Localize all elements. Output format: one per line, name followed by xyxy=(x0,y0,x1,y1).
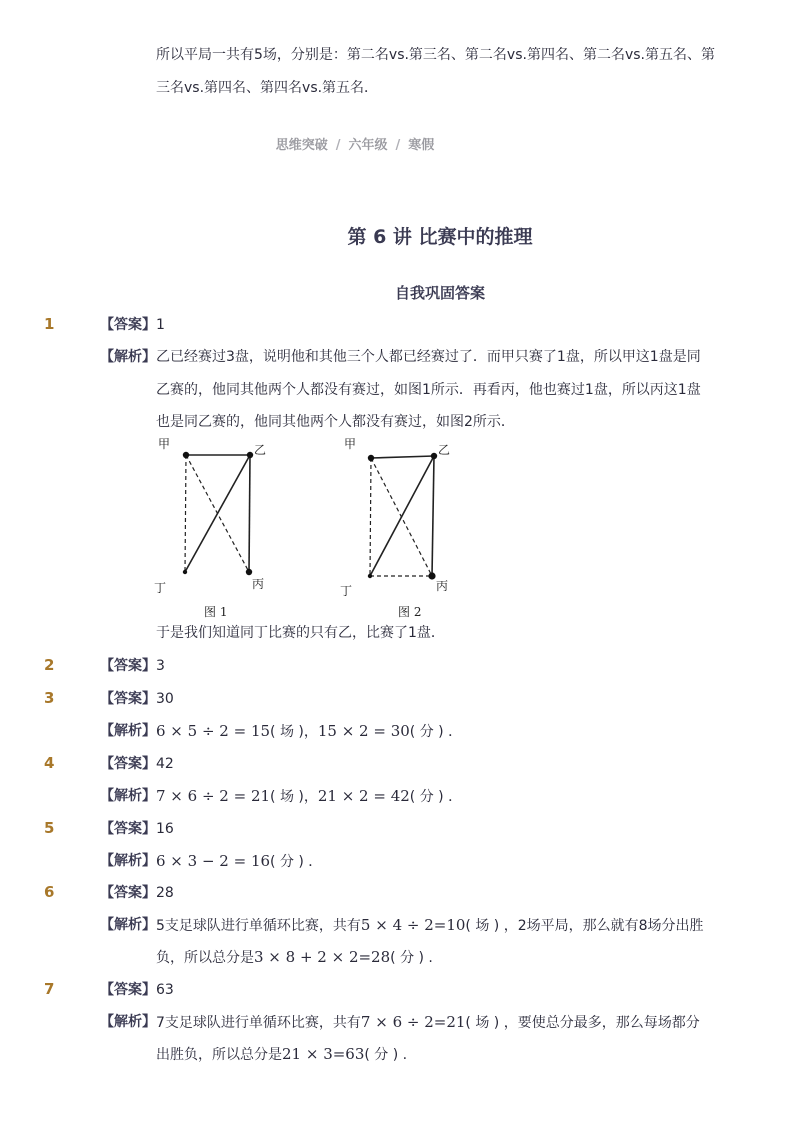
analysis-text: ( 场 ) ，要使总分最多，那么每场都分 xyxy=(465,1015,700,1031)
breadcrumb xyxy=(0,136,710,156)
label-ding: 丁 xyxy=(340,584,353,598)
intro-line-1: 所以平局一共有5场，分别是：第二名vs.第三名、第二名vs.第四名、第二名vs.第五名、第 xyxy=(156,47,715,63)
label-bing: 丙 xyxy=(436,579,449,593)
figure-1 xyxy=(154,437,266,619)
analysis-line-1 xyxy=(156,1012,700,1033)
section-title: 自我巩固答案 xyxy=(394,284,485,302)
label-bing: 丙 xyxy=(252,577,265,591)
answer-value: 16 xyxy=(156,821,174,837)
answer-value: 3 xyxy=(156,658,165,674)
node xyxy=(368,574,372,578)
math-expression: 15 × 2 = 30 xyxy=(317,722,410,740)
math-expression: 21 × 2 = 42 xyxy=(317,787,410,805)
analysis-label: 【解析】 xyxy=(100,917,156,933)
breadcrumb-course: 思维突破 xyxy=(275,138,328,153)
figure-caption: 图 2 xyxy=(398,605,422,619)
question-number: 5 xyxy=(44,819,55,837)
question-number: 3 xyxy=(44,689,55,707)
math-expression: 21 × 3=63 xyxy=(282,1045,365,1063)
analysis-text: ( 分 ) . xyxy=(390,950,433,966)
node xyxy=(246,569,252,575)
answer-value: 63 xyxy=(156,982,174,998)
question-number: 4 xyxy=(44,754,55,772)
answer-value: 28 xyxy=(156,885,174,901)
node xyxy=(368,455,374,461)
edge-solid xyxy=(371,456,434,458)
unit-text: ( 场 ) xyxy=(270,789,304,805)
analysis-line-3: 也是同乙赛的，他同其他两个人都没有赛过，如图2所示． xyxy=(156,414,515,430)
math-expression: 6 × 5 ÷ 2 = 15 xyxy=(156,722,271,740)
answer-value: 30 xyxy=(156,691,174,707)
label-jia: 甲 xyxy=(344,437,357,451)
unit-text: ( 分 ) ． xyxy=(270,854,323,870)
match-diagram xyxy=(150,432,470,627)
answer-label: 【答案】 xyxy=(100,658,156,674)
label-yi: 乙 xyxy=(254,443,267,457)
node xyxy=(247,452,253,458)
analysis-label: 【解析】 xyxy=(100,723,156,739)
analysis-text: 5支足球队进行单循环比赛，共有 xyxy=(156,918,361,934)
math-expression: 5 × 4 ÷ 2=10 xyxy=(360,916,466,934)
edge-solid xyxy=(249,455,250,572)
conclusion-line: 于是我们知道同丁比赛的只有乙，比赛了1盘． xyxy=(156,625,445,641)
analysis-line-1: 乙已经赛过3盘，说明他和其他三个人都已经赛过了．而甲只赛了1盘，所以甲这1盘是同 xyxy=(156,349,701,365)
separator: ， xyxy=(303,789,318,805)
unit-text: ( 分 ) ． xyxy=(409,789,463,805)
unit-text: ( 分 ) ． xyxy=(409,724,463,740)
figure-2 xyxy=(340,437,450,619)
math-expression: 7 × 6 ÷ 2=21 xyxy=(360,1013,466,1031)
analysis-line xyxy=(156,851,322,872)
analysis-label: 【解析】 xyxy=(100,1014,156,1030)
question-number: 7 xyxy=(44,980,55,998)
answer-label: 【答案】 xyxy=(100,317,156,333)
node xyxy=(428,572,435,579)
analysis-line xyxy=(156,786,462,807)
analysis-text: 出胜负，所以总分是 xyxy=(156,1047,282,1063)
math-expression: 3 × 8 + 2 × 2=28 xyxy=(254,948,391,966)
unit-text: ( 场 ) xyxy=(270,724,304,740)
answer-label: 【答案】 xyxy=(100,756,156,772)
analysis-line-2 xyxy=(156,947,433,968)
math-expression: 6 × 3 − 2 = 16 xyxy=(156,852,271,870)
edge-dashed xyxy=(185,455,186,572)
answer-value: 42 xyxy=(156,756,174,772)
analysis-line-2: 乙赛的，他同其他两个人都没有赛过，如图1所示．再看丙，他也赛过1盘，所以丙这1盘 xyxy=(156,382,701,398)
label-jia: 甲 xyxy=(158,437,171,451)
analysis-label: 【解析】 xyxy=(100,788,156,804)
analysis-line-2 xyxy=(156,1044,407,1065)
breadcrumb-term: 寒假 xyxy=(408,138,435,153)
analysis-text: 7支足球队进行单循环比赛，共有 xyxy=(156,1015,361,1031)
analysis-text: ( 场 ) ，2场平局，那么就有8场分出胜 xyxy=(465,918,704,934)
edge-dashed xyxy=(370,458,371,576)
analysis-text: ( 分 ) . xyxy=(364,1047,408,1063)
analysis-line-1 xyxy=(156,915,704,936)
node xyxy=(183,570,187,574)
breadcrumb-grade: 六年级 xyxy=(348,138,388,153)
answer-label: 【答案】 xyxy=(100,982,156,998)
edge-solid xyxy=(370,456,434,576)
question-number: 2 xyxy=(44,656,55,674)
breadcrumb-separator: / xyxy=(335,138,341,153)
question-number: 1 xyxy=(44,315,55,333)
analysis-label: 【解析】 xyxy=(100,349,156,365)
separator: ， xyxy=(303,724,318,740)
analysis-text: 负，所以总分是 xyxy=(156,950,254,966)
label-ding: 丁 xyxy=(154,581,167,595)
label-yi: 乙 xyxy=(438,443,451,457)
lecture-title: 第 6 讲 比赛中的推理 xyxy=(347,226,533,248)
analysis-label: 【解析】 xyxy=(100,853,156,869)
answer-label: 【答案】 xyxy=(100,885,156,901)
answer-label: 【答案】 xyxy=(100,821,156,837)
node xyxy=(183,452,189,458)
answer-value: 1 xyxy=(156,317,165,333)
question-number: 6 xyxy=(44,883,55,901)
edge-solid xyxy=(432,456,434,576)
intro-line-2: 三名vs.第四名、第四名vs.第五名． xyxy=(156,80,379,96)
analysis-line xyxy=(156,721,462,742)
breadcrumb-separator: / xyxy=(395,138,401,153)
math-expression: 7 × 6 ÷ 2 = 21 xyxy=(156,787,271,805)
answer-label: 【答案】 xyxy=(100,691,156,707)
node xyxy=(431,453,437,459)
figure-caption: 图 1 xyxy=(204,605,228,619)
